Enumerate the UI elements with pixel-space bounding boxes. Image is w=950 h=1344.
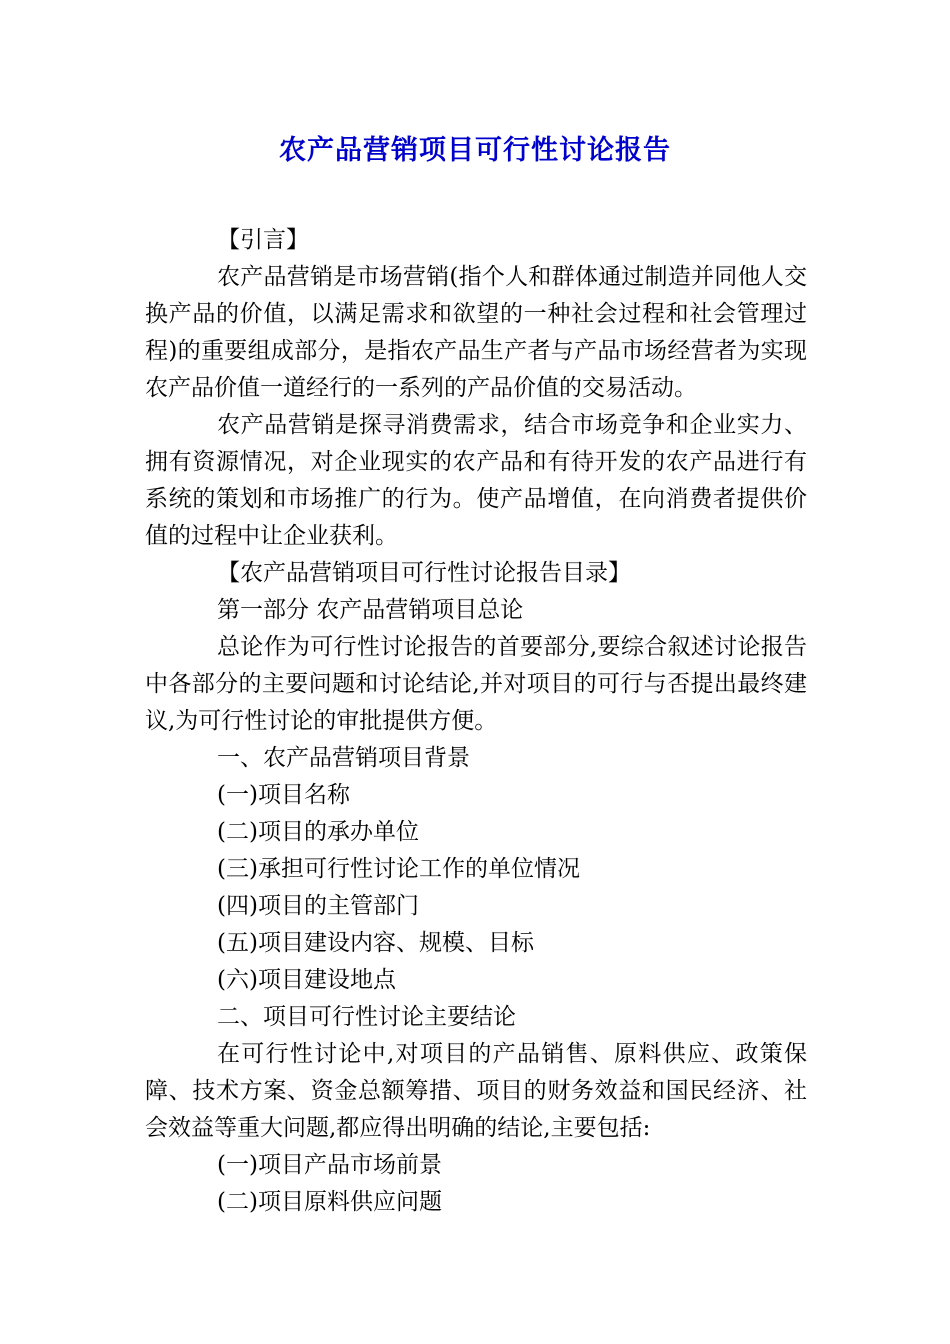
list-item: (一)项目产品市场前景 (217, 1152, 442, 1178)
list-item: (一)项目名称 (217, 782, 350, 808)
list-item: (四)项目的主管部门 (217, 893, 419, 919)
section-heading-intro: 【引言】 (217, 227, 309, 253)
paragraph-conclusions: 在可行性讨论中,对项目的产品销售、原料供应、政策保障、技术方案、资金总额筹措、项目的财务效益和国民经济、社会效益等重大问题,都应得出明确的结论,主要包括: (145, 1041, 807, 1141)
paragraph-intro-1: 农产品营销是市场营销(指个人和群体通过制造并同他人交换产品的价值，以满足需求和欲望的一种社会过程和社会管理过程)的重要组成部分，是指农产品生产者与产品市场经营者为实现农产品价值一道经行的一系列的产品价值的交易活动。 (145, 264, 807, 401)
list-item: (五)项目建设内容、规模、目标 (217, 930, 534, 956)
part-heading-1: 第一部分 农产品营销项目总论 (217, 597, 524, 623)
list-item: (二)项目原料供应问题 (217, 1189, 442, 1215)
document-title: 农产品营销项目可行性讨论报告 (279, 135, 671, 166)
list-item: (六)项目建设地点 (217, 967, 396, 993)
paragraph-intro-2: 农产品营销是探寻消费需求，结合市场竞争和企业实力、拥有资源情况，对企业现实的农产品和有待开发的农产品进行有系统的策划和市场推广的行为。使产品增值，在向消费者提供价值的过程中让企业获利。 (145, 412, 807, 549)
section-heading-toc: 【农产品营销项目可行性讨论报告目录】 (217, 560, 631, 586)
list-heading-conclusions: 二、项目可行性讨论主要结论 (217, 1004, 516, 1030)
list-item: (二)项目的承办单位 (217, 819, 419, 845)
list-heading-background: 一、农产品营销项目背景 (217, 745, 470, 771)
list-item: (三)承担可行性讨论工作的单位情况 (217, 856, 580, 882)
document-body (145, 222, 807, 1221)
paragraph-overview: 总论作为可行性讨论报告的首要部分,要综合叙述讨论报告中各部分的主要问题和讨论结论,并对项目的可行与否提出最终建议,为可行性讨论的审批提供方便。 (145, 634, 807, 734)
